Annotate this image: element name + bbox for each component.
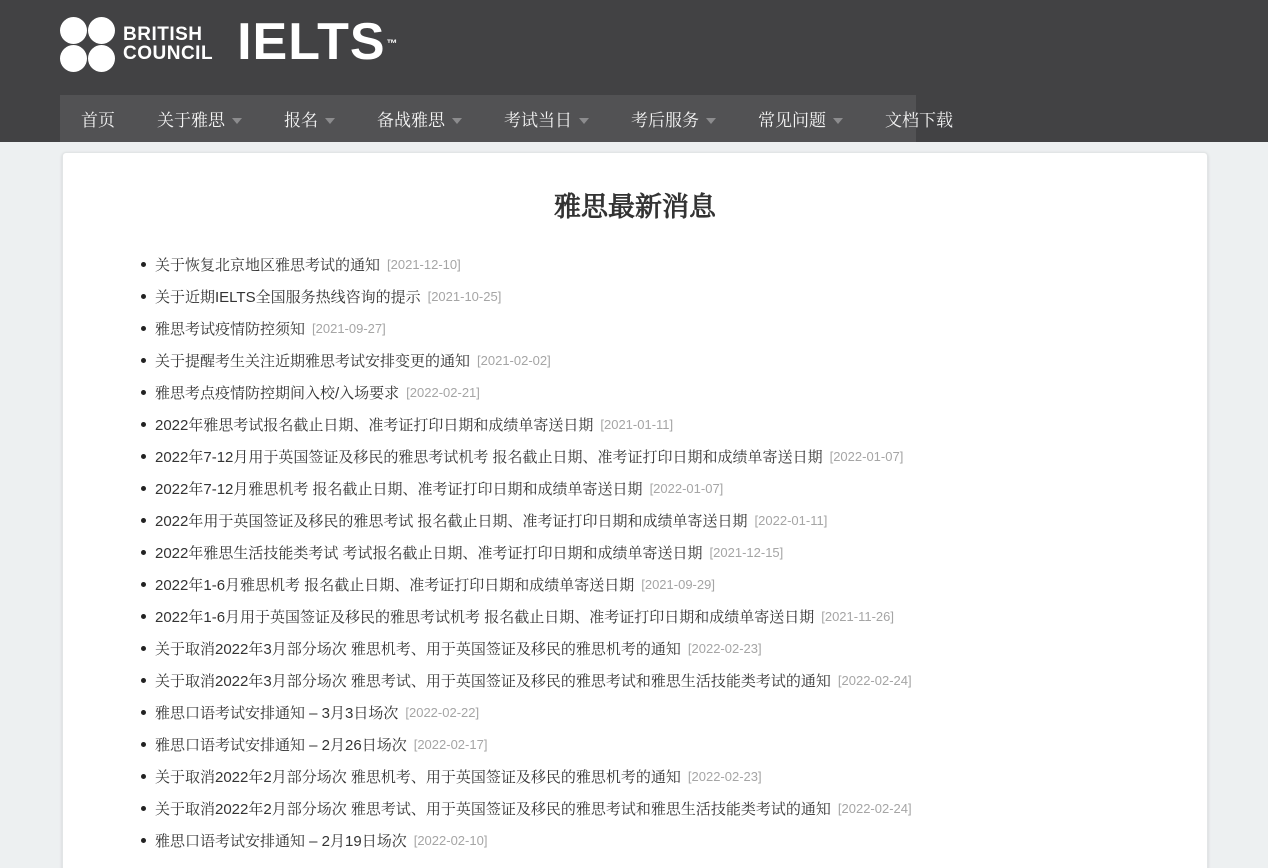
nav-item-about-ielts[interactable]: 关于雅思 xyxy=(136,95,263,142)
british-council-logo[interactable] xyxy=(60,17,213,72)
chevron-down-icon xyxy=(325,118,335,124)
news-list-item xyxy=(141,504,1177,536)
news-date: [2021-09-27] xyxy=(312,320,386,336)
news-link[interactable]: 关于取消2022年2月部分场次 雅思考试、用于英国签证及移民的雅思考试和雅思生活技能类考试的通知 xyxy=(155,800,831,818)
bullet-icon xyxy=(141,326,146,331)
news-date: [2022-02-17] xyxy=(413,736,488,752)
news-date: [2022-01-07] xyxy=(829,448,904,464)
bullet-icon xyxy=(141,486,146,491)
nav-item-downloads[interactable]: 文档下载 xyxy=(885,111,953,130)
news-date: [2022-02-10] xyxy=(413,832,488,848)
news-list-item xyxy=(141,344,1177,376)
news-date: [2022-02-24] xyxy=(837,800,912,816)
nav-strip xyxy=(60,95,953,142)
bullet-icon xyxy=(141,550,146,555)
news-link[interactable]: 雅思口语考试安排通知 – 2月19日场次 xyxy=(155,832,407,850)
bullet-icon xyxy=(141,582,146,587)
chevron-down-icon xyxy=(833,118,843,124)
news-date: [2021-12-15] xyxy=(709,544,784,560)
nav-item-home[interactable]: 首页 xyxy=(81,111,115,130)
news-date: [2021-01-11] xyxy=(600,416,674,432)
news-link[interactable]: 2022年雅思生活技能类考试 考试报名截止日期、准考证打印日期和成绩单寄送日期 xyxy=(155,544,703,562)
news-list-item xyxy=(141,792,1177,824)
chevron-down-icon xyxy=(452,118,462,124)
news-list-item xyxy=(141,632,1177,664)
bullet-icon xyxy=(141,742,146,747)
bullet-icon xyxy=(141,646,146,651)
news-link[interactable]: 2022年用于英国签证及移民的雅思考试 报名截止日期、准考证打印日期和成绩单寄送日期 xyxy=(155,512,748,530)
ielts-logo[interactable]: IELTS ™ xyxy=(237,13,399,71)
news-card xyxy=(62,152,1208,868)
bullet-icon xyxy=(141,774,146,779)
trademark-symbol: ™ xyxy=(386,38,399,50)
news-date: [2022-02-23] xyxy=(687,640,762,656)
bullet-icon xyxy=(141,838,146,843)
news-list-item xyxy=(141,728,1177,760)
british-council-wordmark: BRITISH COUNCIL xyxy=(123,24,214,64)
news-link[interactable]: 2022年7-12月用于英国签证及移民的雅思考试机考 报名截止日期、准考证打印日期和成绩单寄送日期 xyxy=(155,448,823,466)
bullet-icon xyxy=(141,710,146,715)
news-list-item xyxy=(141,536,1177,568)
bullet-icon xyxy=(141,678,146,683)
chevron-down-icon xyxy=(232,118,242,124)
news-link[interactable]: 2022年雅思考试报名截止日期、准考证打印日期和成绩单寄送日期 xyxy=(155,416,594,434)
news-list-item xyxy=(141,664,1177,696)
news-date: [2021-10-25] xyxy=(427,288,502,304)
news-list-item xyxy=(141,280,1177,312)
news-list-item xyxy=(141,408,1177,440)
news-list-item xyxy=(141,472,1177,504)
news-link[interactable]: 关于取消2022年2月部分场次 雅思机考、用于英国签证及移民的雅思机考的通知 xyxy=(155,768,681,786)
news-link[interactable]: 雅思口语考试安排通知 – 2月26日场次 xyxy=(155,736,407,754)
bullet-icon xyxy=(141,806,146,811)
main-nav xyxy=(0,95,1268,142)
news-link[interactable]: 关于恢复北京地区雅思考试的通知 xyxy=(155,256,381,274)
chevron-down-icon xyxy=(579,118,589,124)
news-date: [2022-02-24] xyxy=(837,672,912,688)
news-link[interactable]: 关于近期IELTS全国服务热线咨询的提示 xyxy=(155,288,421,306)
news-date: [2022-02-22] xyxy=(405,704,480,720)
news-link[interactable]: 雅思考点疫情防控期间入校/入场要求 xyxy=(155,384,400,402)
news-link[interactable]: 2022年1-6月雅思机考 报名截止日期、准考证打印日期和成绩单寄送日期 xyxy=(155,576,635,594)
site-header xyxy=(0,0,1268,142)
news-list-item xyxy=(141,568,1177,600)
news-link[interactable]: 雅思口语考试安排通知 – 3月3日场次 xyxy=(155,704,399,722)
news-list-item xyxy=(141,248,1177,280)
news-list xyxy=(93,248,1177,856)
news-date: [2022-01-07] xyxy=(649,480,724,496)
nav-item-after-test[interactable]: 考后服务 xyxy=(610,95,737,142)
chevron-down-icon xyxy=(706,118,716,124)
nav-item-faq[interactable]: 常见问题 xyxy=(737,95,864,142)
news-list-item xyxy=(141,760,1177,792)
news-link[interactable]: 关于取消2022年3月部分场次 雅思机考、用于英国签证及移民的雅思机考的通知 xyxy=(155,640,681,658)
nav-item-prepare[interactable]: 备战雅思 xyxy=(356,95,483,142)
logo-row xyxy=(0,0,1268,95)
news-link[interactable]: 关于提醒考生关注近期雅思考试安排变更的通知 xyxy=(155,352,471,370)
bullet-icon xyxy=(141,294,146,299)
british-council-dots-icon xyxy=(60,17,115,72)
bullet-icon xyxy=(141,614,146,619)
news-date: [2021-09-29] xyxy=(641,576,715,592)
news-link[interactable]: 雅思考试疫情防控须知 xyxy=(155,320,306,338)
news-date: [2021-12-10] xyxy=(387,256,461,272)
news-date: [2022-02-23] xyxy=(687,768,762,784)
news-list-item xyxy=(141,440,1177,472)
news-date: [2022-01-11] xyxy=(754,512,828,528)
news-list-item xyxy=(141,376,1177,408)
news-date: [2021-11-26] xyxy=(821,608,894,624)
bullet-icon xyxy=(141,262,146,267)
news-date: [2022-02-21] xyxy=(406,384,480,400)
news-date: [2021-02-02] xyxy=(477,352,551,368)
page-title: 雅思最新消息 xyxy=(554,192,716,222)
bullet-icon xyxy=(141,454,146,459)
news-link[interactable]: 关于取消2022年3月部分场次 雅思考试、用于英国签证及移民的雅思考试和雅思生活技能类考试的通知 xyxy=(155,672,831,690)
news-link[interactable]: 2022年7-12月雅思机考 报名截止日期、准考证打印日期和成绩单寄送日期 xyxy=(155,480,643,498)
bullet-icon xyxy=(141,358,146,363)
nav-item-registration[interactable]: 报名 xyxy=(263,95,356,142)
news-list-item xyxy=(141,696,1177,728)
nav-item-test-day[interactable]: 考试当日 xyxy=(483,95,610,142)
bullet-icon xyxy=(141,422,146,427)
news-link[interactable]: 2022年1-6月用于英国签证及移民的雅思考试机考 报名截止日期、准考证打印日期和成绩单寄送日期 xyxy=(155,608,815,626)
bullet-icon xyxy=(141,518,146,523)
news-list-item xyxy=(141,824,1177,856)
news-list-item xyxy=(141,600,1177,632)
bullet-icon xyxy=(141,390,146,395)
news-list-item xyxy=(141,312,1177,344)
